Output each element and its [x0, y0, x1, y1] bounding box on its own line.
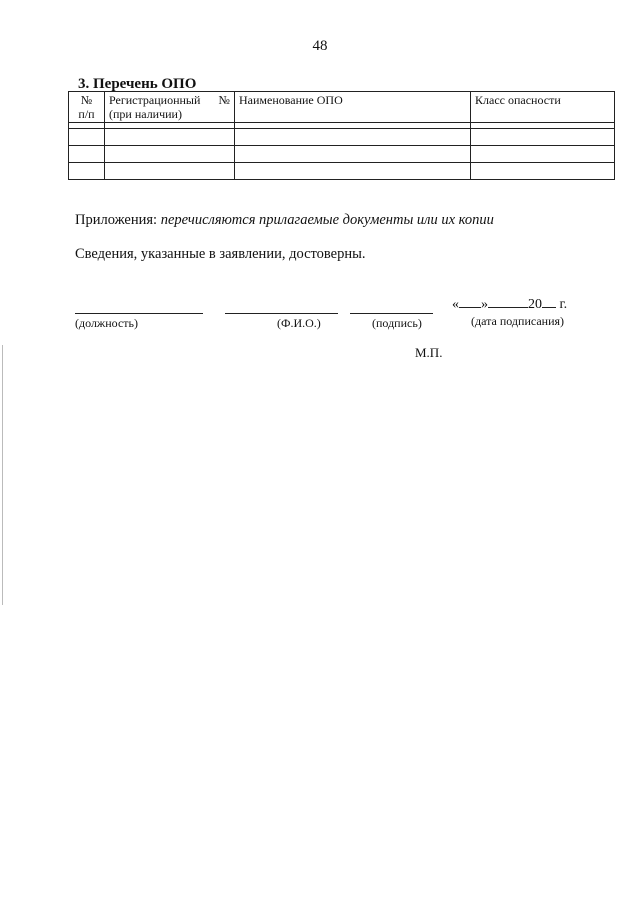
header-registration-sign: № — [218, 93, 230, 107]
scan-margin-mark — [2, 345, 3, 605]
appendix-line — [75, 212, 494, 229]
position-caption: (должность) — [75, 316, 138, 330]
section-title: 3. Перечень ОПО — [78, 76, 197, 92]
signature-line — [350, 313, 433, 314]
day-blank — [459, 295, 481, 308]
header-registration-note: (при наличии) — [109, 107, 182, 121]
opo-table — [68, 91, 615, 180]
accuracy-statement: Сведения, указанные в заявлении, достоверны. — [75, 246, 366, 262]
header-name: Наименование ОПО — [235, 92, 471, 123]
year-prefix: 20 — [528, 297, 542, 312]
position-line — [75, 313, 203, 314]
date-caption: (дата подписания) — [471, 314, 565, 328]
year-suffix: г. — [559, 297, 568, 312]
header-num — [69, 92, 105, 123]
date-close-quote: » — [481, 297, 488, 312]
month-blank — [488, 295, 528, 308]
table-row — [69, 163, 615, 180]
header-registration — [105, 92, 235, 123]
table-header-row — [69, 92, 615, 123]
appendix-label: Приложения: — [75, 212, 158, 228]
page-number: 48 — [312, 38, 328, 54]
signature-caption: (подпись) — [372, 316, 422, 330]
appendix-text: перечисляются прилагаемые документы или их копии — [160, 212, 494, 228]
table-row — [69, 146, 615, 163]
stamp-place: М.П. — [415, 345, 443, 360]
date-field — [452, 295, 567, 313]
header-num-line1: № — [80, 93, 93, 107]
header-num-line2: п/п — [78, 107, 95, 121]
table-row — [69, 129, 615, 146]
fio-caption: (Ф.И.О.) — [277, 316, 321, 330]
header-registration-word: Регистрационный — [109, 93, 201, 107]
header-hazard-class: Класс опасности — [471, 92, 615, 123]
date-open-quote: « — [452, 297, 459, 312]
fio-line — [225, 313, 338, 314]
year-blank — [542, 295, 556, 308]
